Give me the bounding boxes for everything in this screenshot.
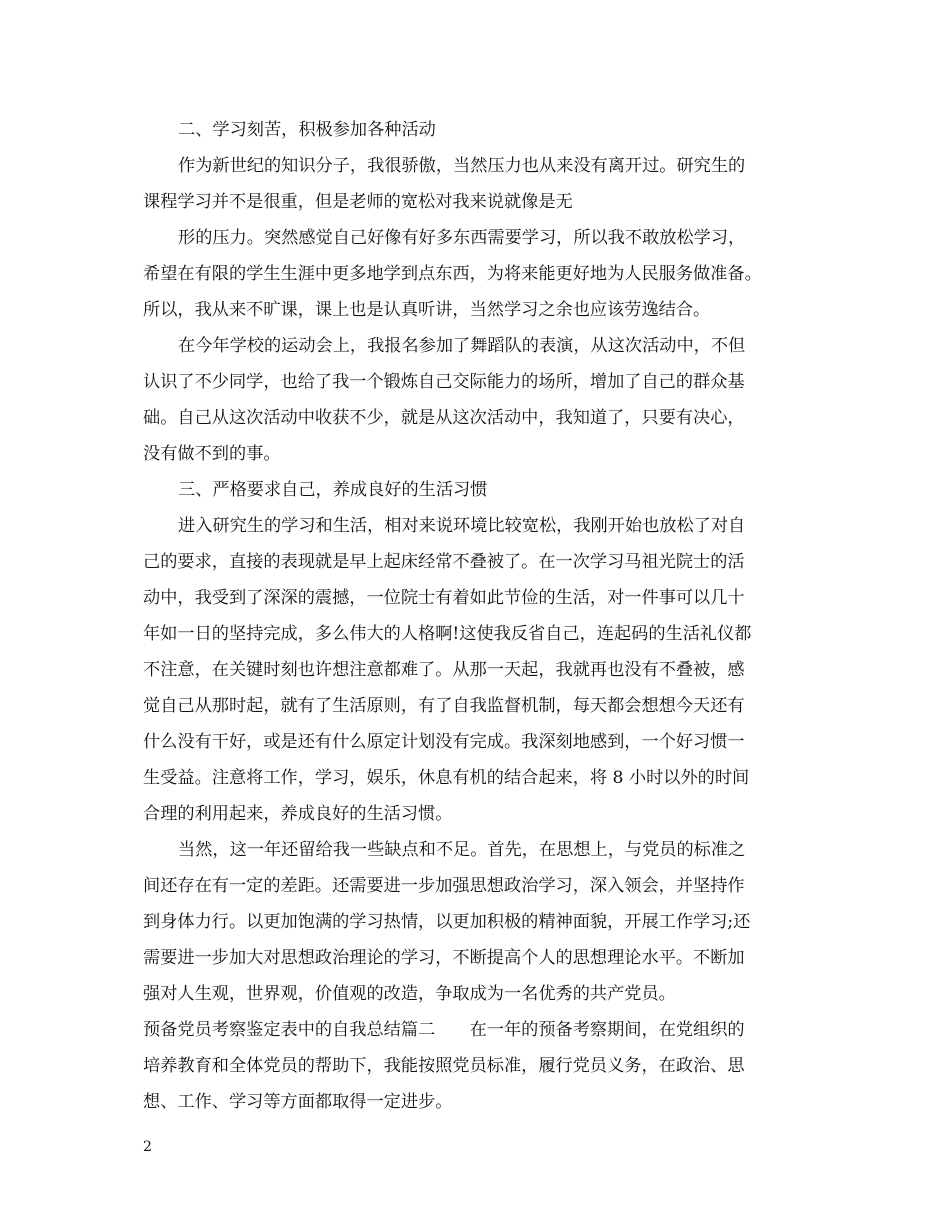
paragraph-line: 想、工作、学习等方面都取得一定进步。 — [143, 1092, 453, 1112]
paragraph-line: 预备党员考察鉴定表中的自我总结篇二 在一年的预备考察期间，在党组织的 — [143, 1020, 745, 1040]
paragraph-line: 年如一日的坚持完成，多么伟大的人格啊!这使我反省自己，连起码的生活礼仪都 — [143, 624, 752, 644]
paragraph-line: 间还存在有一定的差距。还需要进一步加强思想政治学习，深入领会，并坚持作 — [143, 876, 745, 896]
paragraph-line: 希望在有限的学生生涯中更多地学到点东西，为将来能更好地为人民服务做准备。 — [143, 264, 762, 284]
paragraph-line: 觉自己从那时起，就有了生活原则，有了自我监督机制，每天都会想想今天还有 — [143, 696, 745, 716]
paragraph-line: 础。自己从这次活动中收获不少，就是从这次活动中，我知道了，只要有决心， — [143, 408, 745, 428]
paragraph-line: 合理的利用起来，养成良好的生活习惯。 — [143, 804, 453, 824]
page-number: 2 — [143, 1139, 152, 1155]
paragraph-line: 在今年学校的运动会上，我报名参加了舞蹈队的表演，从这次活动中，不但 — [178, 336, 746, 356]
paragraph-line: 不注意，在关键时刻也许想注意都难了。从那一天起，我就再也没有不叠被，感 — [143, 660, 745, 680]
paragraph-line: 课程学习并不是很重，但是老师的宽松对我来说就像是无 — [143, 192, 573, 212]
paragraph-line: 作为新世纪的知识分子，我很骄傲，当然压力也从来没有离开过。研究生的 — [178, 156, 746, 176]
paragraph-line: 所以，我从来不旷课，课上也是认真听讲，当然学习之余也应该劳逸结合。 — [143, 300, 711, 320]
paragraph-line: 什么没有干好，或是还有什么原定计划没有完成。我深刻地感到，一个好习惯一 — [143, 732, 745, 752]
paragraph-line: 进入研究生的学习和生活，相对来说环境比较宽松，我刚开始也放松了对自 — [178, 516, 746, 536]
paragraph-line: 生受益。注意将工作，学习，娱乐，休息有机的结合起来，将 8 小时以外的时间 — [143, 768, 750, 788]
paragraph-line: 认识了不少同学，也给了我一个锻炼自己交际能力的场所，增加了自己的群众基 — [143, 372, 745, 392]
paragraph-line: 没有做不到的事。 — [143, 444, 281, 464]
paragraph-line: 己的要求，直接的表现就是早上起床经常不叠被了。在一次学习马祖光院士的活 — [143, 552, 745, 572]
section-heading-study: 二、学习刻苦，积极参加各种活动 — [178, 120, 436, 140]
paragraph-line: 当然，这一年还留给我一些缺点和不足。首先，在思想上，与党员的标准之 — [178, 840, 746, 860]
paragraph-line: 到身体力行。以更加饱满的学习热情，以更加积极的精神面貌，开展工作学习;还 — [143, 912, 751, 932]
paragraph-line: 需要进一步加大对思想政治理论的学习，不断提高个人的思想理论水平。不断加 — [143, 948, 745, 968]
paragraph-line: 强对人生观，世界观，价值观的改造，争取成为一名优秀的共产党员。 — [143, 984, 676, 1004]
section-heading-habits: 三、严格要求自己，养成良好的生活习惯 — [178, 480, 488, 500]
paragraph-line: 动中，我受到了深深的震撼，一位院士有着如此节俭的生活，对一件事可以几十 — [143, 588, 745, 608]
paragraph-line: 形的压力。突然感觉自己好像有好多东西需要学习，所以我不敢放松学习， — [178, 228, 746, 248]
paragraph-line: 培养教育和全体党员的帮助下，我能按照党员标准，履行党员义务，在政治、思 — [143, 1056, 745, 1076]
